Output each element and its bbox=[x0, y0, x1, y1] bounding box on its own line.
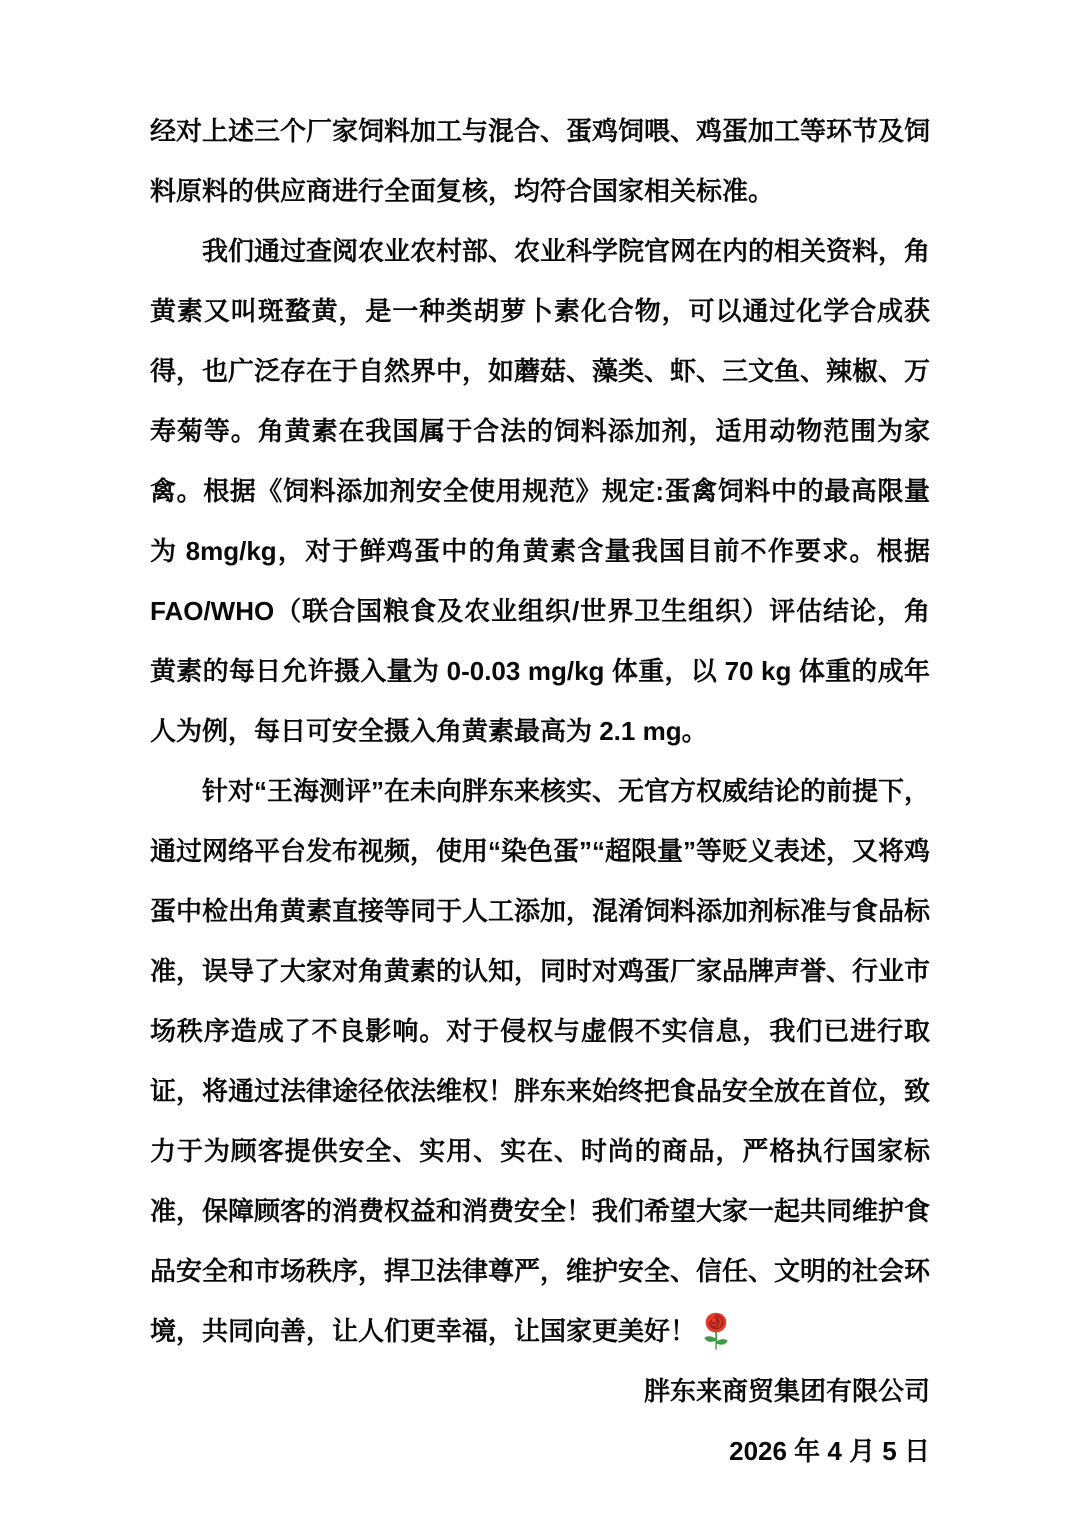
signature-date: 2026 年 4 月 5 日 bbox=[729, 1436, 930, 1466]
paragraph-2-text: 我们通过查阅农业农村部、农业科学院官网在内的相关资料，角黄素又叫斑蝥黄，是一种类胡萝卜素化合物，可以通过化学合成获得，也广泛存在于自然界中，如蘑菇、藻类、虾、三文鱼、辣椒、万寿菊等。角黄素在我国属于合法的饲料添加剂，适用动物范围为家禽。根据《饲料添加剂安全使用规范》规定:蛋禽饲料中的最高限量为 8mg/kg，对于鲜鸡蛋中的角黄素含量我国目前不作要求。根据 FAO/WHO（联合国粮食及农业组织/世界卫生组织）评估结论，角黄素的每日允许摄入量为 0-0.03 mg/kg 体重，以 70 kg 体重的成年人为例，每日可安全摄入角黄素最高为 2.1 mg。 bbox=[150, 236, 931, 746]
paragraph-1 bbox=[150, 101, 930, 221]
paragraph-3-text: 针对“王海测评”在未向胖东来核实、无官方权威结论的前提下，通过网络平台发布视频，使用“染色蛋”“超限量”等贬义表述，又将鸡蛋中检出角黄素直接等同于人工添加，混淆饲料添加剂标准与食品标准，误导了大家对角黄素的认知，同时对鸡蛋厂家品牌声誉、行业市场秩序造成了不良影响。对于侵权与虚假不实信息，我们已进行取证，将通过法律途径依法维权！胖东来始终把食品安全放在首位，致力于为顾客提供安全、实用、实在、时尚的商品，严格执行国家标准，保障顾客的消费权益和消费安全！我们希望大家一起共同维护食品安全和市场秩序，捍卫法律尊严，维护安全、信任、文明的社会环境，共同向善，让人们更幸福，让国家更美好！ bbox=[150, 776, 931, 1346]
paragraph-1-text: 经对上述三个厂家饲料加工与混合、蛋鸡饲喂、鸡蛋加工等环节及饲料原料的供应商进行全面复核，均符合国家相关标准。 bbox=[150, 116, 931, 206]
paragraph-3 bbox=[150, 761, 930, 1361]
rose-icon bbox=[701, 1311, 731, 1351]
rose-left-leaf bbox=[704, 1336, 716, 1342]
signature-company: 胖东来商贸集团有限公司 bbox=[643, 1376, 930, 1406]
rose-right-leaf bbox=[716, 1339, 728, 1345]
paragraph-2 bbox=[150, 221, 930, 761]
